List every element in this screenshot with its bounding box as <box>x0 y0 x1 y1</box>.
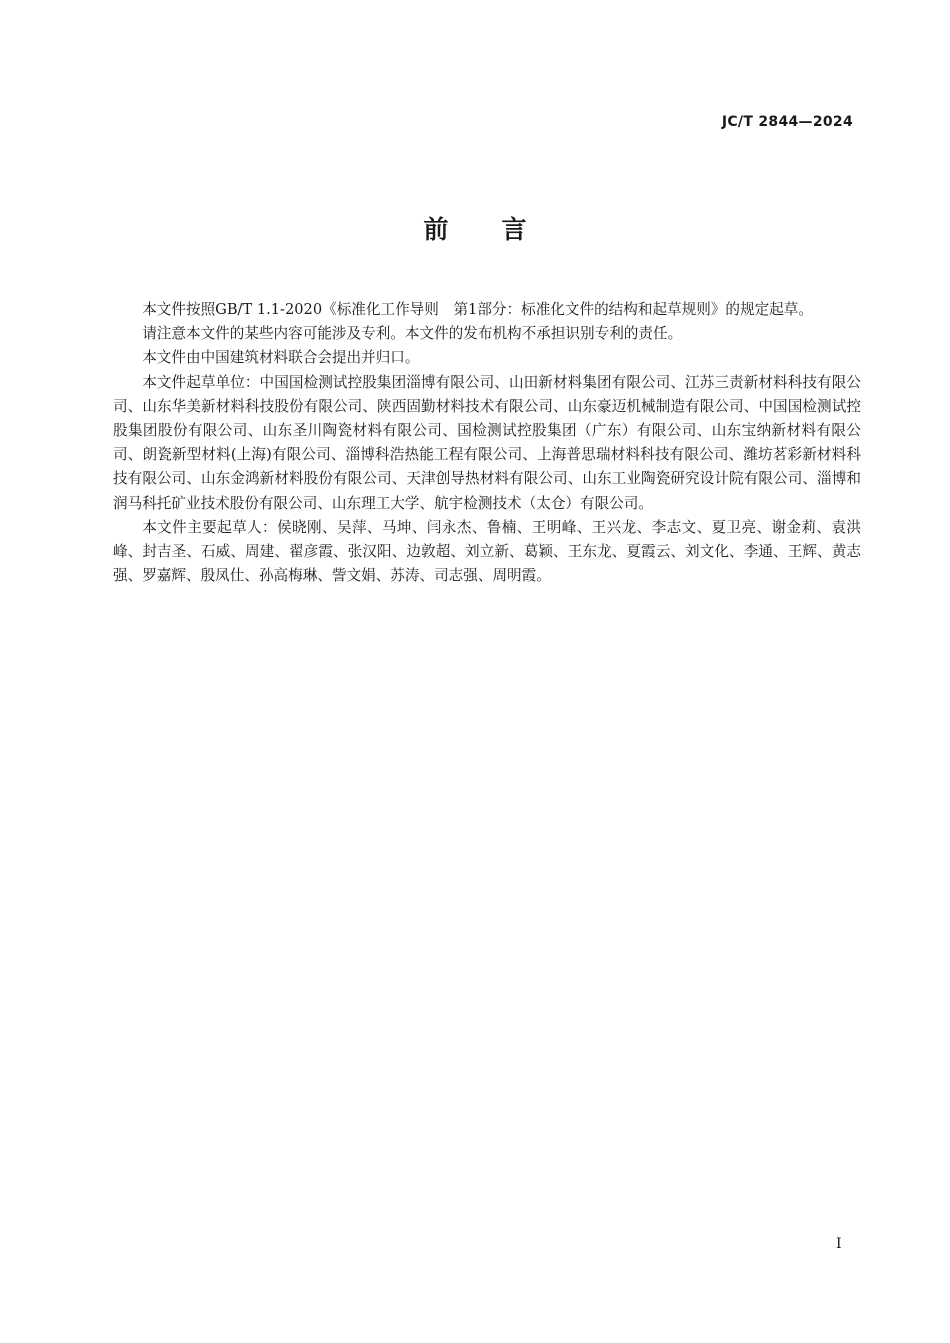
paragraph-drafters: 本文件主要起草人：侯晓刚、吴萍、马坤、闫永杰、鲁楠、王明峰、王兴龙、李志文、夏卫亮、谢金莉、袁洪峰、封吉圣、石威、周建、翟彦霞、张汉阳、边敦超、刘立新、葛颖、王东龙、夏霞云、刘文化、李通、王辉、黄志强、罗嘉辉、殷凤仕、孙高梅琳、訾文娟、苏涛、司志强、周明霞。 <box>113 518 861 585</box>
paragraph-drafting-rules: 本文件按照GB/T 1.1-2020《标准化工作导则 第1部分：标准化文件的结构和起草规则》的规定起草。 <box>142 301 813 318</box>
foreword-body <box>113 298 861 588</box>
paragraph-patent-notice: 请注意本文件的某些内容可能涉及专利。本文件的发布机构不承担识别专利的责任。 <box>142 325 683 343</box>
standard-code: JC/T 2844—2024 <box>721 114 853 130</box>
page-number: I <box>836 1236 842 1252</box>
page-title: 前言 <box>423 215 580 244</box>
paragraph-drafting-units: 本文件起草单位：中国国检测试控股集团淄博有限公司、山田新材料集团有限公司、江苏三责新材料科技有限公司、山东华美新材料科技股份有限公司、陕西固勤材料技术有限公司、山东豪迈机械制造有限公司、中国国检测试控股集团股份有限公司、山东圣川陶瓷材料有限公司、国检测试控股集团（广东）有限公司、山东宝纳新材料有限公司、朗瓷新型材料(上海)有限公司、淄博科浩热能工程有限公司、上海普思瑞材料科技有限公司、潍坊茗彩新材料科技有限公司、山东金鸿新材料股份有限公司、天津创导热材料有限公司、山东工业陶瓷研究设计院有限公司、淄博和润马科托矿业技术股份有限公司、山东理工大学、航宇检测技术（太仓）有限公司。 <box>113 373 861 512</box>
paragraph-proposer: 本文件由中国建筑材料联合会提出并归口。 <box>142 349 420 367</box>
